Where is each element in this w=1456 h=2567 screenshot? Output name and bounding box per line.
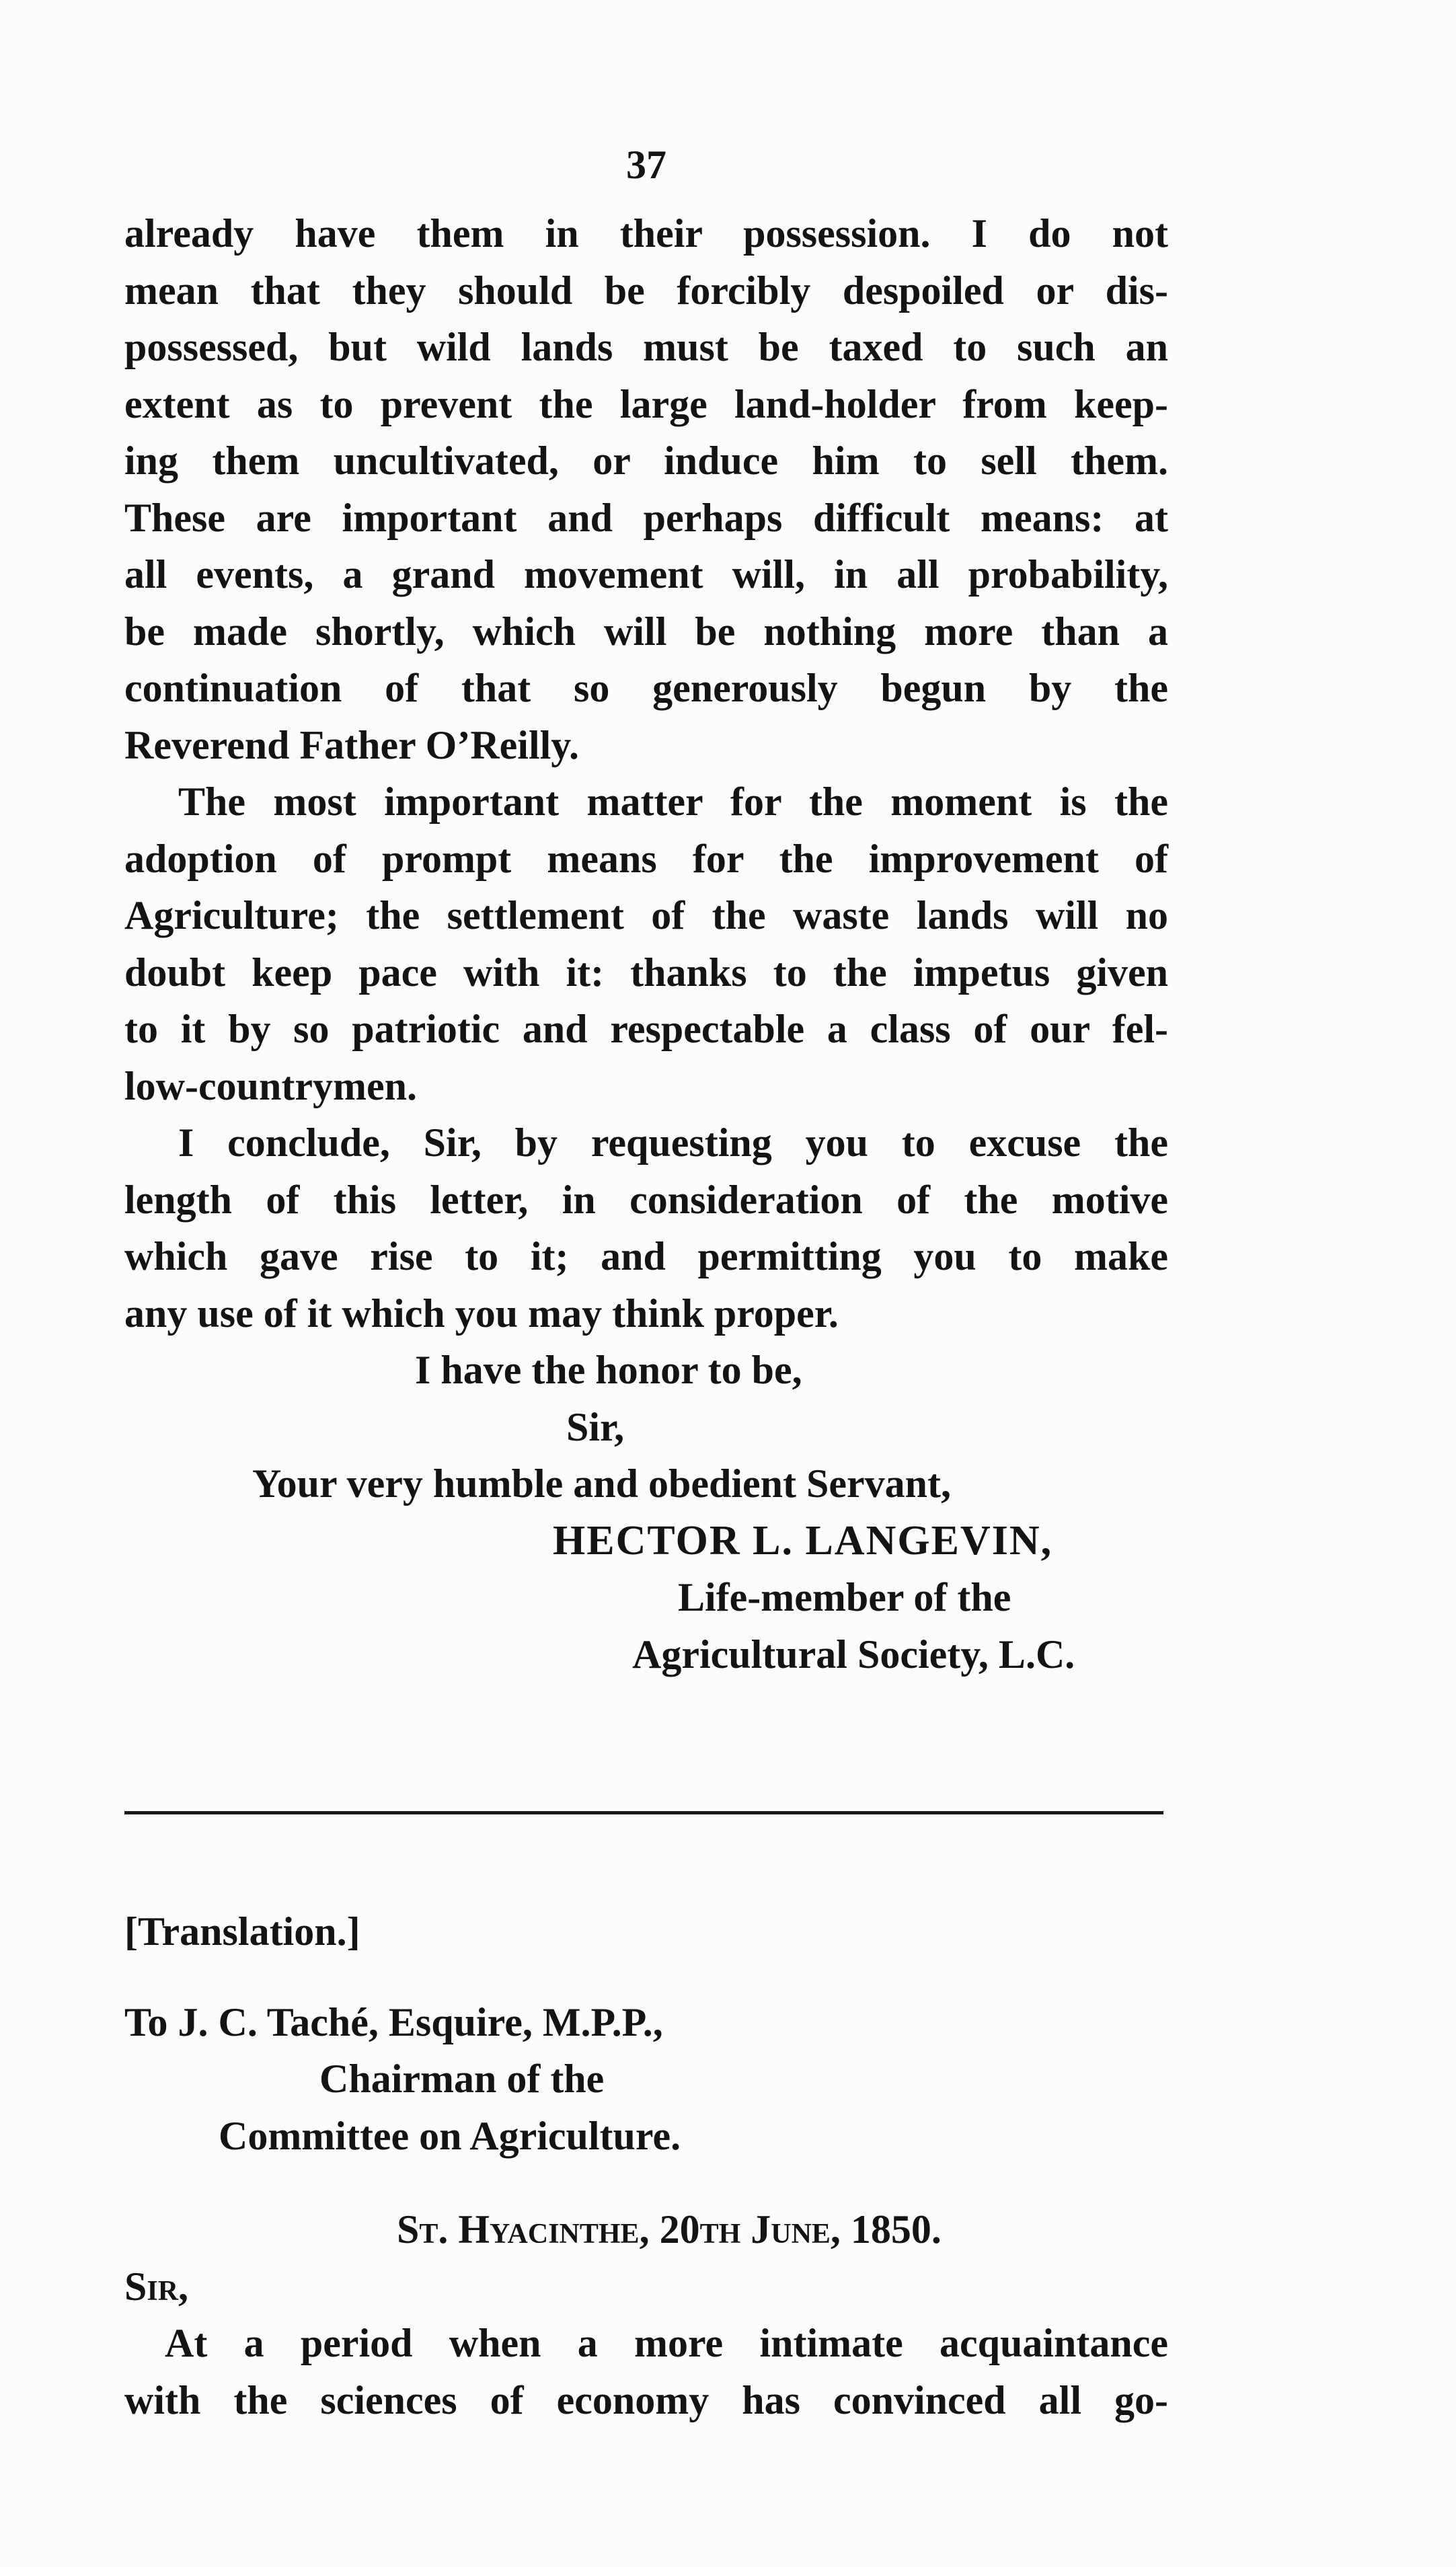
text-line: Agriculture; the settlement of the waste lands will no	[124, 893, 1168, 937]
closing-line: Your very humble and obedient Servant,	[252, 1461, 951, 1506]
text-line: with the sciences of economy has convinced all go-	[124, 2377, 1168, 2422]
letter-body	[124, 205, 1168, 1342]
text-line: ing them uncultivated, or induce him to sell them.	[124, 438, 1168, 483]
text-line: continuation of that so generously begun by the	[124, 666, 1168, 710]
text-line: any use of it which you may think proper.	[124, 1291, 839, 1336]
letter-closing	[124, 1342, 1168, 1512]
text-line: extent as to prevent the large land-holder from keep-	[124, 381, 1168, 426]
text-line: doubt keep pace with it: thanks to the impetus given	[124, 950, 1168, 995]
text-line: all events, a grand movement will, in all probability,	[124, 552, 1168, 597]
text-line: mean that they should be forcibly despoiled or dis-	[124, 268, 1168, 313]
section-divider	[124, 1811, 1163, 1814]
translation-note: [Translation.]	[124, 1909, 360, 1954]
text-line: be made shortly, which will be nothing more than a	[124, 609, 1168, 654]
address-line: Chairman of the	[319, 2057, 605, 2101]
text-line: low-countrymen.	[124, 1063, 417, 1108]
text-line: length of this letter, in consideration of the motive	[124, 1177, 1168, 1222]
closing-line: Sir,	[566, 1404, 625, 1449]
text-line: to it by so patriotic and respectable a class of our fel-	[124, 1007, 1168, 1051]
text-line: These are important and perhaps difficult means: at	[124, 495, 1168, 540]
salutation: Sir,	[124, 2264, 189, 2309]
signature-name: HECTOR L. LANGEVIN,	[553, 1517, 1053, 1564]
page-number: 37	[626, 143, 666, 187]
text-line: which gave rise to it; and permitting you to make	[124, 1234, 1168, 1278]
text-line: The most important matter for the moment is the	[178, 779, 1168, 824]
text-line: At a period when a more intimate acquaintance	[165, 2321, 1168, 2365]
place-date: St. Hyacinthe, 20th June, 1850.	[397, 2207, 942, 2252]
address-line: To J. C. Taché, Esquire, M.P.P.,	[124, 1999, 663, 2044]
text-line: adoption of prompt means for the improvement of	[124, 836, 1168, 881]
text-line: possessed, but wild lands must be taxed to such an	[124, 325, 1168, 369]
second-letter	[124, 1903, 1168, 2428]
signature-title: Agricultural Society, L.C.	[632, 1632, 1075, 1677]
text-line: I conclude, Sir, by requesting you to excuse the	[178, 1120, 1168, 1165]
page-body	[124, 145, 1168, 1683]
closing-line: I have the honor to be,	[415, 1348, 802, 1392]
signature-title: Life-member of the	[678, 1575, 1011, 1619]
text-line: Reverend Father O’Reilly.	[124, 722, 579, 767]
address-line: Committee on Agriculture.	[219, 2113, 681, 2158]
text-line: already have them in their possession. I do not	[124, 211, 1168, 256]
